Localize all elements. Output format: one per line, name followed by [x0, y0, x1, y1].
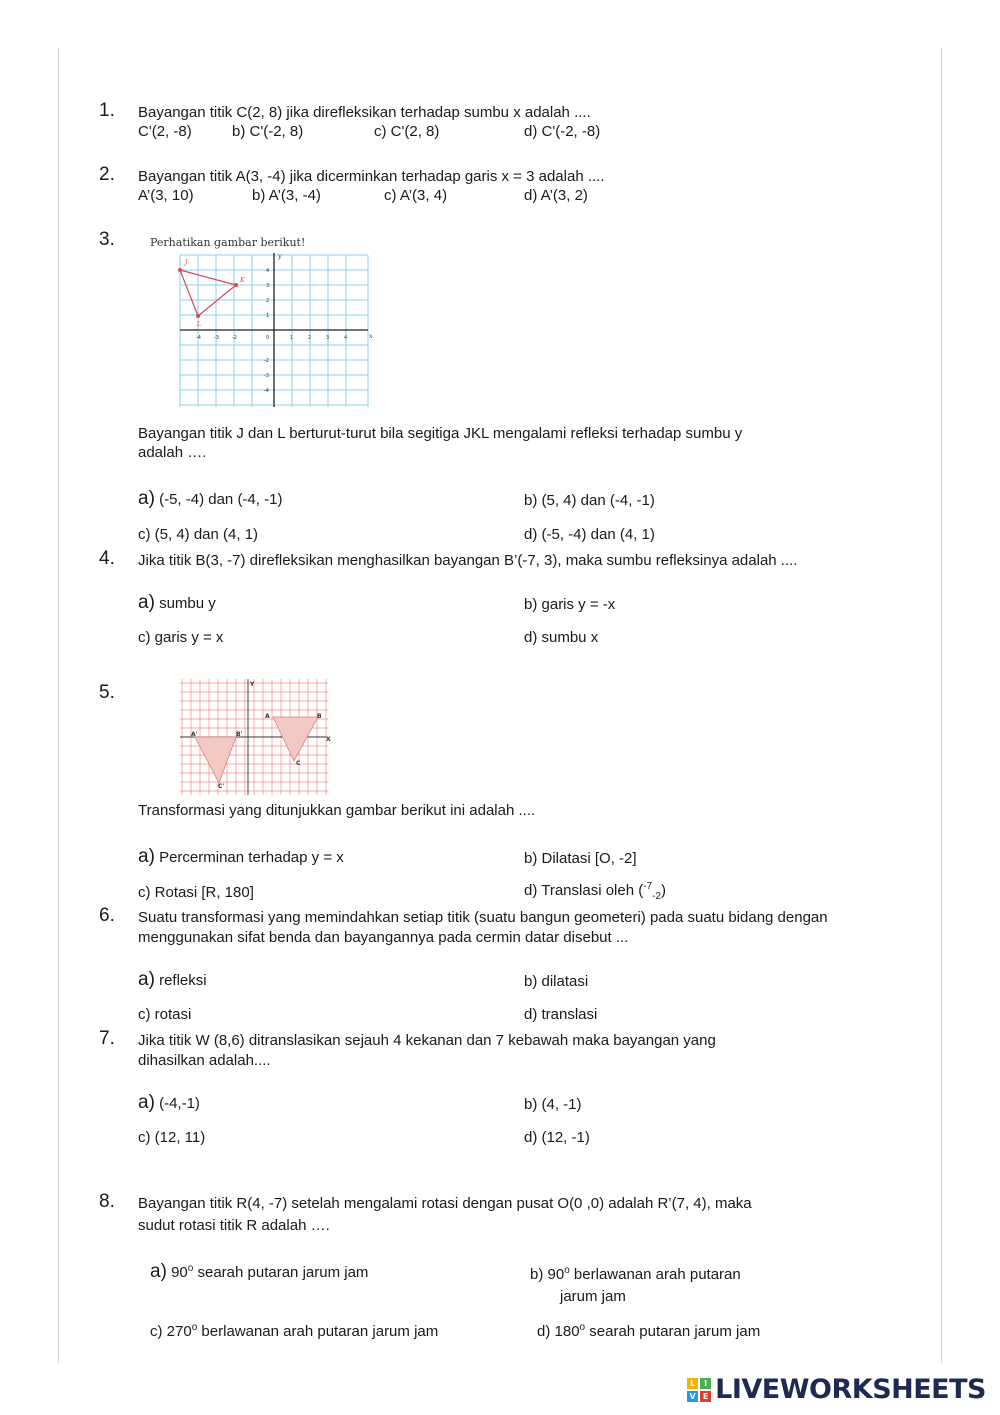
brand-name: LIVEWORKSHEETS [715, 1374, 986, 1405]
question-7-option-c[interactable]: c) (12, 11) [138, 1129, 206, 1146]
question-7-number: 7. [99, 1028, 115, 1049]
logo-tile: I [700, 1378, 711, 1389]
option-a-text: (-4,-1) [159, 1095, 200, 1112]
degree-symbol: o [579, 1322, 586, 1333]
option-a-marker: a) [138, 1092, 155, 1113]
option-a-marker: a) [138, 846, 155, 867]
y-tick: 2 [266, 298, 270, 304]
x-tick: -3 [214, 335, 219, 341]
reflection-graph-jkl [175, 250, 375, 410]
x-tick: 0 [266, 335, 270, 341]
figure-3-title: Perhatikan gambar berikut! [150, 236, 306, 249]
question-2-option-b[interactable]: b) A’(3, -4) [252, 187, 321, 204]
question-2-number: 2. [99, 164, 115, 185]
question-6-option-b[interactable]: b) dilatasi [524, 973, 589, 990]
point-l-label: L [197, 321, 201, 328]
question-5-option-b[interactable]: b) Dilatasi [O, -2] [524, 850, 637, 867]
question-8-option-c[interactable] [150, 1322, 438, 1340]
option-c-angle: c) 270 [150, 1323, 192, 1340]
question-4-option-d[interactable]: d) sumbu x [524, 629, 599, 646]
logo-tile: L [687, 1378, 698, 1389]
transformation-graph-abc [180, 679, 330, 795]
liveworksheets-logo[interactable] [687, 1374, 986, 1405]
y-axis-label: Y [250, 681, 255, 688]
question-1-option-b[interactable]: b) C'(-2, 8) [232, 123, 304, 140]
question-7-option-b[interactable]: b) (4, -1) [524, 1096, 582, 1113]
question-6-option-d[interactable]: d) translasi [524, 1006, 598, 1023]
question-3-text-continued: adalah …. [138, 444, 207, 461]
y-axis-label: y [278, 253, 282, 260]
option-a-text: (-5, -4) dan (-4, -1) [159, 491, 283, 508]
page-border-right [941, 48, 942, 1363]
option-a-text: searah putaran jarum jam [193, 1264, 369, 1281]
question-8-text-continued: sudut rotasi titik R adalah …. [138, 1217, 330, 1234]
question-6-option-c[interactable]: c) rotasi [138, 1006, 192, 1023]
y-tick: 1 [266, 313, 270, 319]
question-2-option-a[interactable]: A’(3, 10) [138, 187, 194, 204]
question-5-option-d[interactable] [524, 881, 666, 902]
y-tick: 3 [266, 283, 270, 289]
question-4-option-c[interactable]: c) garis y = x [138, 629, 224, 646]
point-l [196, 314, 200, 318]
question-4-text: Jika titik B(3, -7) direfleksikan menghasilkan bayangan B’(-7, 3), maka sumbu refleksinya adalah .... [138, 552, 798, 569]
question-1-number: 1. [99, 100, 115, 121]
question-2-option-d[interactable]: d) A’(3, 2) [524, 187, 588, 204]
translation-vector-y: -2 [652, 891, 662, 902]
label-c: C [296, 760, 301, 767]
x-axis-label: x [369, 333, 373, 340]
option-a-angle: 90 [171, 1264, 188, 1281]
question-5-number: 5. [99, 682, 115, 703]
x-tick: -2 [232, 335, 237, 341]
x-tick: 4 [344, 335, 348, 341]
option-d-close: ) [661, 882, 667, 899]
logo-tile: V [687, 1391, 698, 1402]
question-3-text: Bayangan titik J dan L berturut-turut bila segitiga JKL mengalami refleksi terhadap sumbu y [138, 425, 743, 442]
question-8-number: 8. [99, 1191, 115, 1212]
option-c-text: berlawanan arah putaran jarum jam [197, 1323, 439, 1340]
option-b-angle: b) 90 [530, 1266, 565, 1283]
question-3-option-a[interactable] [138, 488, 282, 510]
label-b: B [317, 713, 322, 720]
degree-symbol: o [187, 1263, 194, 1274]
logo-tile: E [700, 1391, 711, 1402]
option-a-text: sumbu y [159, 595, 216, 612]
x-tick: -4 [196, 335, 201, 341]
x-tick: 2 [308, 335, 312, 341]
question-6-option-a[interactable] [138, 969, 207, 991]
option-a-marker: a) [138, 969, 155, 990]
question-3-option-c[interactable]: c) (5, 4) dan (4, 1) [138, 526, 259, 543]
question-7-option-a[interactable] [138, 1092, 200, 1114]
x-axis-label: X [326, 736, 331, 743]
point-k-label: K [240, 277, 245, 284]
question-7-text-continued: dihasilkan adalah.... [138, 1052, 271, 1069]
label-b-prime: B' [236, 731, 243, 738]
triangle-a-prime-b-prime-c-prime [195, 737, 236, 783]
question-8-option-b[interactable] [530, 1265, 741, 1283]
label-c-prime: C' [218, 783, 225, 790]
question-6-text: Suatu transformasi yang memindahkan setiap titik (suatu bangun geometeri) pada suatu bidang dengan [138, 909, 828, 926]
question-5-option-a[interactable] [138, 846, 344, 868]
question-4-option-a[interactable] [138, 592, 216, 614]
triangle-abc [273, 717, 318, 761]
question-3-option-b[interactable]: b) (5, 4) dan (-4, -1) [524, 492, 655, 509]
label-a: A [265, 713, 270, 720]
page-border-left [58, 48, 59, 1363]
question-1-option-d[interactable]: d) C'(-2, -8) [524, 123, 601, 140]
point-k [234, 283, 238, 287]
x-tick: 3 [326, 335, 330, 341]
question-2-option-c[interactable]: c) A’(3, 4) [384, 187, 448, 204]
y-tick: -3 [264, 373, 269, 379]
option-a-text: Percerminan terhadap y = x [159, 849, 344, 866]
y-tick: -2 [264, 358, 269, 364]
option-a-marker: a) [138, 488, 155, 509]
question-8-option-d[interactable] [537, 1322, 760, 1340]
option-a-marker: a) [150, 1261, 167, 1282]
question-8-option-b-continued: jarum jam [560, 1288, 626, 1305]
label-a-prime: A' [191, 731, 198, 738]
question-6-number: 6. [99, 905, 115, 926]
question-5-text: Transformasi yang ditunjukkan gambar berikut ini adalah .... [138, 802, 536, 819]
point-j-label: J [185, 259, 188, 266]
logo-icon [687, 1378, 711, 1402]
question-4-option-b[interactable]: b) garis y = -x [524, 596, 616, 613]
question-7-text: Jika titik W (8,6) ditranslasikan sejauh 4 kekanan dan 7 kebawah maka bayangan yang [138, 1032, 716, 1049]
y-tick: -4 [264, 388, 269, 394]
question-4-number: 4. [99, 548, 115, 569]
option-d-text: d) Translasi oleh ( [524, 882, 644, 899]
question-8-text: Bayangan titik R(4, -7) setelah mengalami rotasi dengan pusat O(0 ,0) adalah R’(7, 4), maka [138, 1195, 752, 1212]
question-7-option-d[interactable]: d) (12, -1) [524, 1129, 590, 1146]
option-b-text: berlawanan arah putaran [569, 1266, 741, 1283]
question-5-option-c[interactable]: c) Rotasi [R, 180] [138, 884, 254, 901]
question-1-text: Bayangan titik C(2, 8) jika direfleksikan terhadap sumbu x adalah .... [138, 104, 591, 121]
question-8-option-a[interactable] [150, 1261, 368, 1283]
option-a-marker: a) [138, 592, 155, 613]
option-d-angle: d) 180 [537, 1323, 580, 1340]
question-6-text-continued: menggunakan sifat benda dan bayangannya pada cermin datar disebut ... [138, 929, 629, 946]
degree-symbol: o [564, 1265, 570, 1276]
question-2-text: Bayangan titik A(3, -4) jika dicerminkan terhadap garis x = 3 adalah .... [138, 168, 605, 185]
y-tick: 4 [266, 268, 270, 274]
question-1-option-c[interactable]: c) C'(2, 8) [374, 123, 440, 140]
translation-vector-x: -7 [643, 881, 653, 892]
triangle-jkl [180, 270, 236, 316]
point-j [178, 268, 182, 272]
question-3-option-d[interactable]: d) (-5, -4) dan (4, 1) [524, 526, 655, 543]
option-d-text: searah putaran jarum jam [585, 1323, 761, 1340]
x-tick: 1 [290, 335, 294, 341]
question-1-option-a[interactable]: C'(2, -8) [138, 123, 192, 140]
option-a-text: refleksi [159, 972, 207, 989]
question-3-number: 3. [99, 229, 115, 250]
degree-symbol: o [191, 1322, 198, 1333]
